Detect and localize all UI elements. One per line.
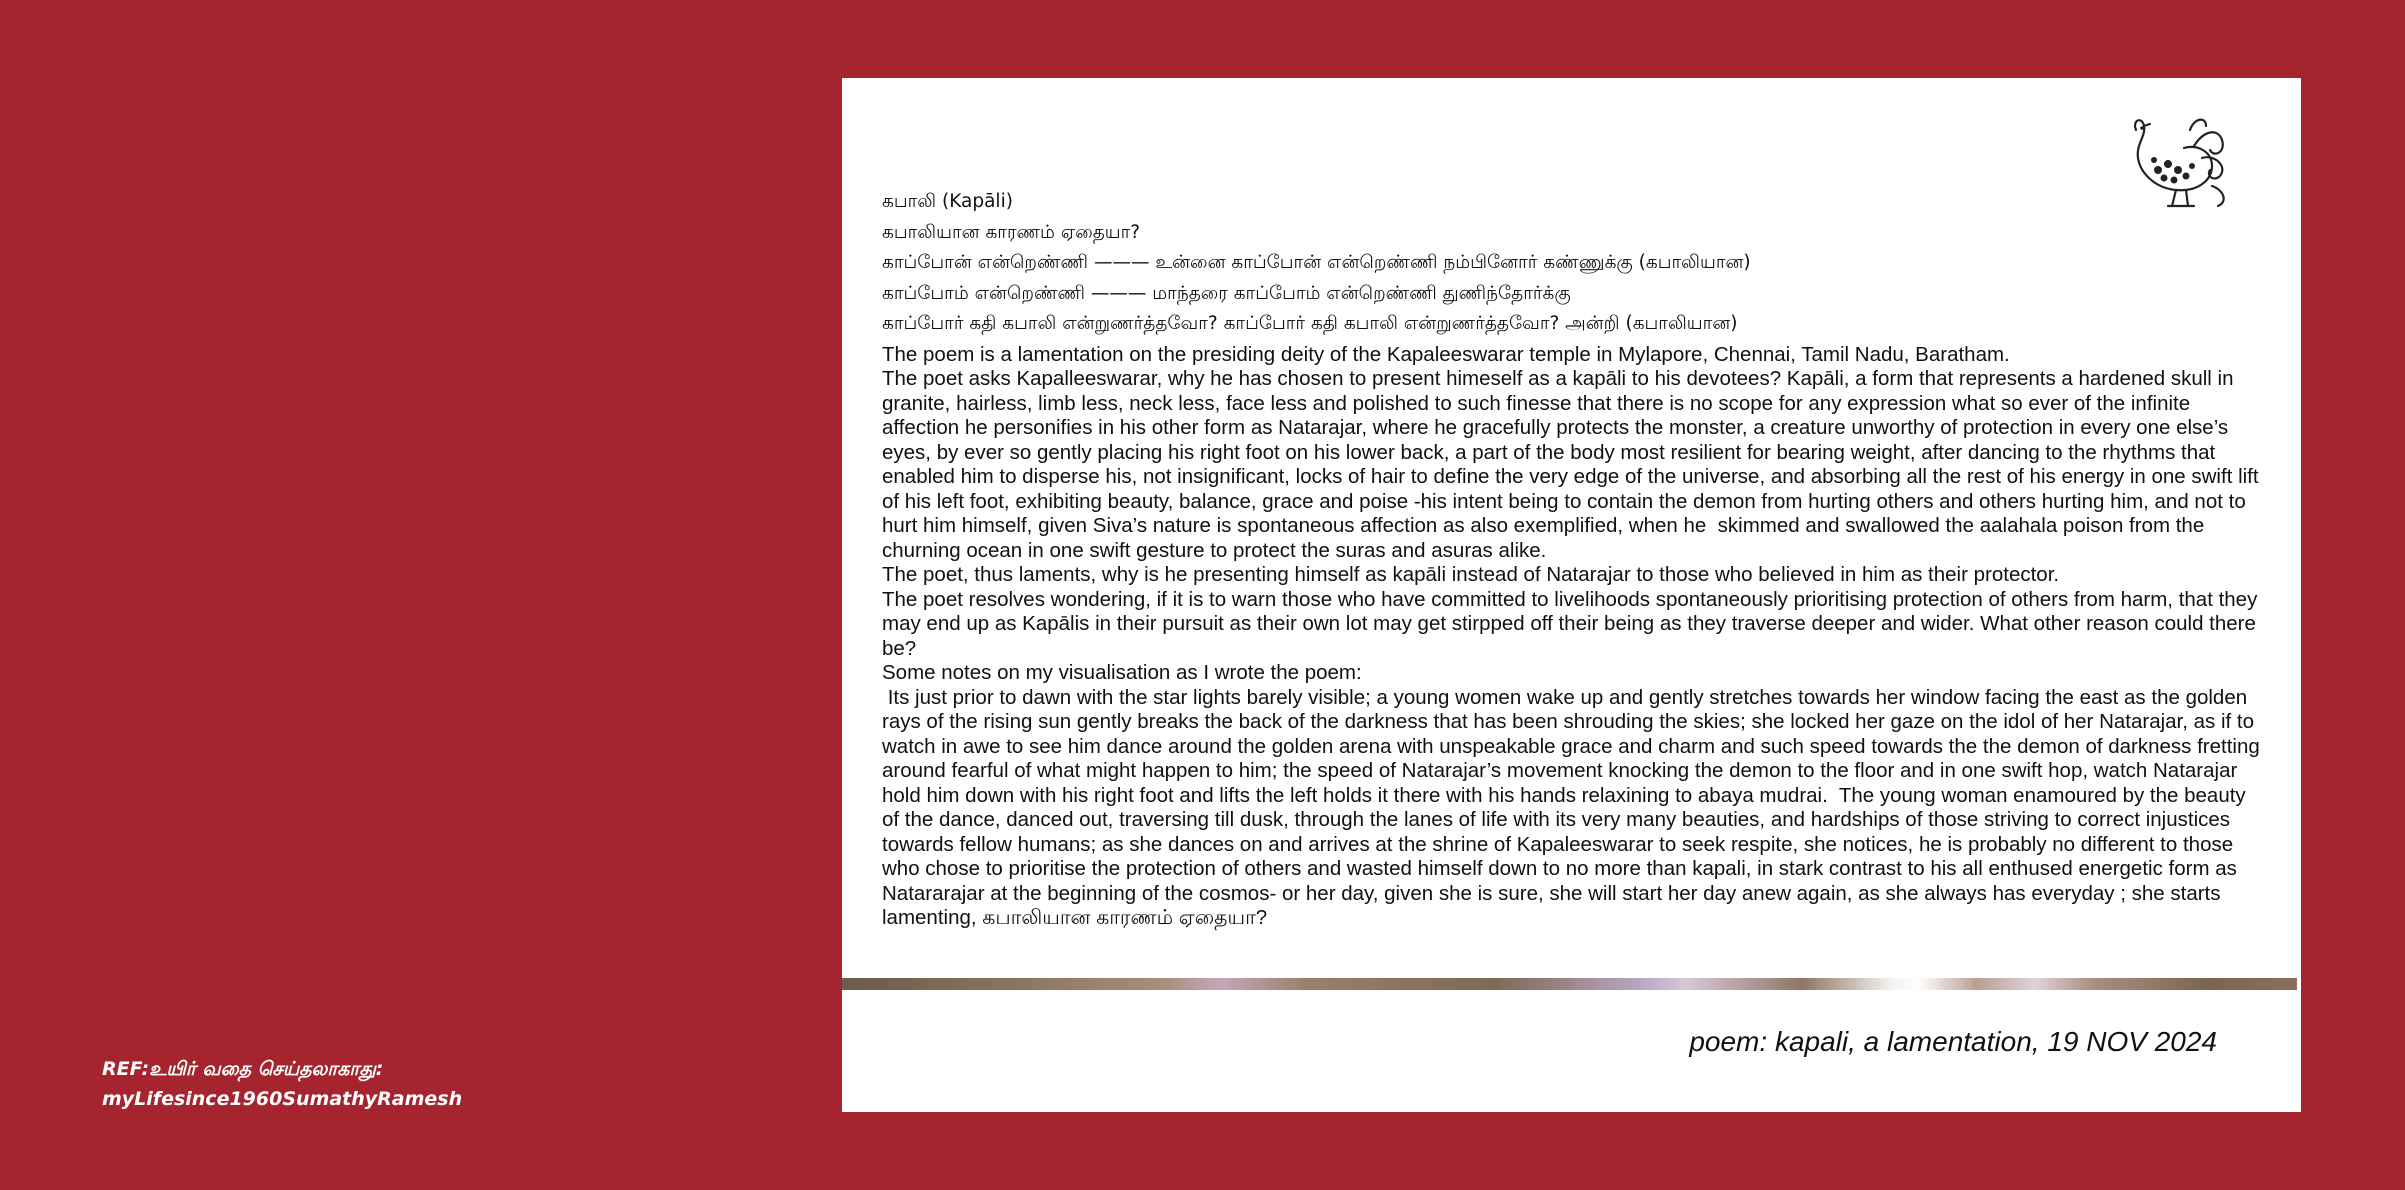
paragraph: The poem is a lamentation on the presiding deity of the Kapaleeswarar temple in Mylapore, Chennai, Tamil Nadu, Baratham. <box>882 342 2010 366</box>
paragraph: The poet, thus laments, why is he presenting himself as kapāli instead of Natarajar to those who believed in him as their protector. <box>882 563 2060 586</box>
poem-line: காப்போன் என்றெண்ணி ——— உன்னை காப்போன் என்றெண்ணி நம்பினோர் கண்ணுக்கு (கபாலியான) <box>882 252 1751 273</box>
reference-note <box>102 1054 462 1114</box>
paragraph: Its just prior to dawn with the star lights barely visible; a young women wake up and gently stretches towards her window facing the east as the golden rays of the rising sun gently breaks the back of the darkness that has been shrouding the skies; she locked her gaze on the idol of her Natarajar, as if to watch in awe to see him dance around the golden arena with unspeakable grace and charm and such speed towards the the demon of darkness fretting around fearful of what might happen to him; the speed of Natarajar’s movement knocking the demon to the floor and in one swift hop, watch Natarajar hold him down with his right foot and lifts the left holds it there with his hands relaxining to abaya mudrai. The young woman enamoured by the beauty of the dance, danced out, traversing till dusk, through the lanes of life with its very many beauties, and hardships of those striving to correct injustices towards fellow humans; as she dances on and arrives at the shrine of Kapaleeswarar to seek respite, she notices, he is probably no different to those who chose to prioritise the protection of others and wasted himself down to no more than kapali, in stark contrast to his all enthused energetic form as Natararajar at the beginning of the cosmos- or her day, given she is sure, she will start her day anew again, as she always has everyday ; she starts lamenting, கபாலியான காரணம் ஏதையா? <box>882 685 2266 929</box>
poem-line: காப்போர் கதி கபாலி என்றுணர்த்தவோ? காப்போர் கதி கபாலி என்றுணர்த்தவோ? அன்றி (கபாலியான) <box>882 313 1738 334</box>
reference-source: myLifesince1960SumathyRamesh <box>102 1088 463 1110</box>
reference-line: REF:உயிர் வதை செய்தலாகாது: <box>102 1058 384 1080</box>
poem-caption: poem: kapali, a lamentation, 19 NOV 2024 <box>1689 1026 2217 1057</box>
poem-line: காப்போம் என்றெண்ணி ——— மாந்தரை காப்போம் என்றெண்ணி துணிந்தோர்க்கு <box>882 282 1571 304</box>
poem-line: கபாலி (Kapāli) <box>882 191 1013 212</box>
image-strip <box>842 978 2297 990</box>
paragraph: Some notes on my visualisation as I wrote the poem: <box>882 661 1362 684</box>
document-page <box>842 78 2301 1112</box>
paragraph: The poet resolves wondering, if it is to warn those who have committed to livelihoods spontaneously prioritising protection of others from harm, that they may end up as Kapālis in their pursuit as their own lot may get stirpped off their being as they traverse deeper and wider. What other reason could there be? <box>882 587 2264 660</box>
poem-body <box>882 190 2266 931</box>
poem-line: கபாலியான காரணம் ஏதையா? <box>882 221 1141 243</box>
paragraph: The poet asks Kapalleeswarar, why he has chosen to present himeself as a kapāli to his devotees? Kapāli, a form that represents a hardened skull in granite, hairless, limb less, neck less, face less and polished to such finesse that there is no scope for any expression what so ever of the infinite affection he personifies in his other form as Natarajar, where he gracefully protects the monster, a creature unworthy of protection in every one else’s eyes, by ever so gently placing his right foot on his lower back, a part of the body most resilient for bearing weight, after dancing to the rhythms that enabled him to disperse his, not insignificant, locks of hair to define the very edge of the universe, and absorbing all the rest of his energy in one swift lift of his left foot, exhibiting beauty, balance, grace and poise -his intent being to contain the demon from hurting others and others hurting him, and not to hurt him himself, given Siva’s nature is spontaneous affection as also exemplified, when he skimmed and swallowed the aalahala poison from the churning ocean in one swift gesture to protect the suras and asuras alike. <box>882 367 2265 562</box>
